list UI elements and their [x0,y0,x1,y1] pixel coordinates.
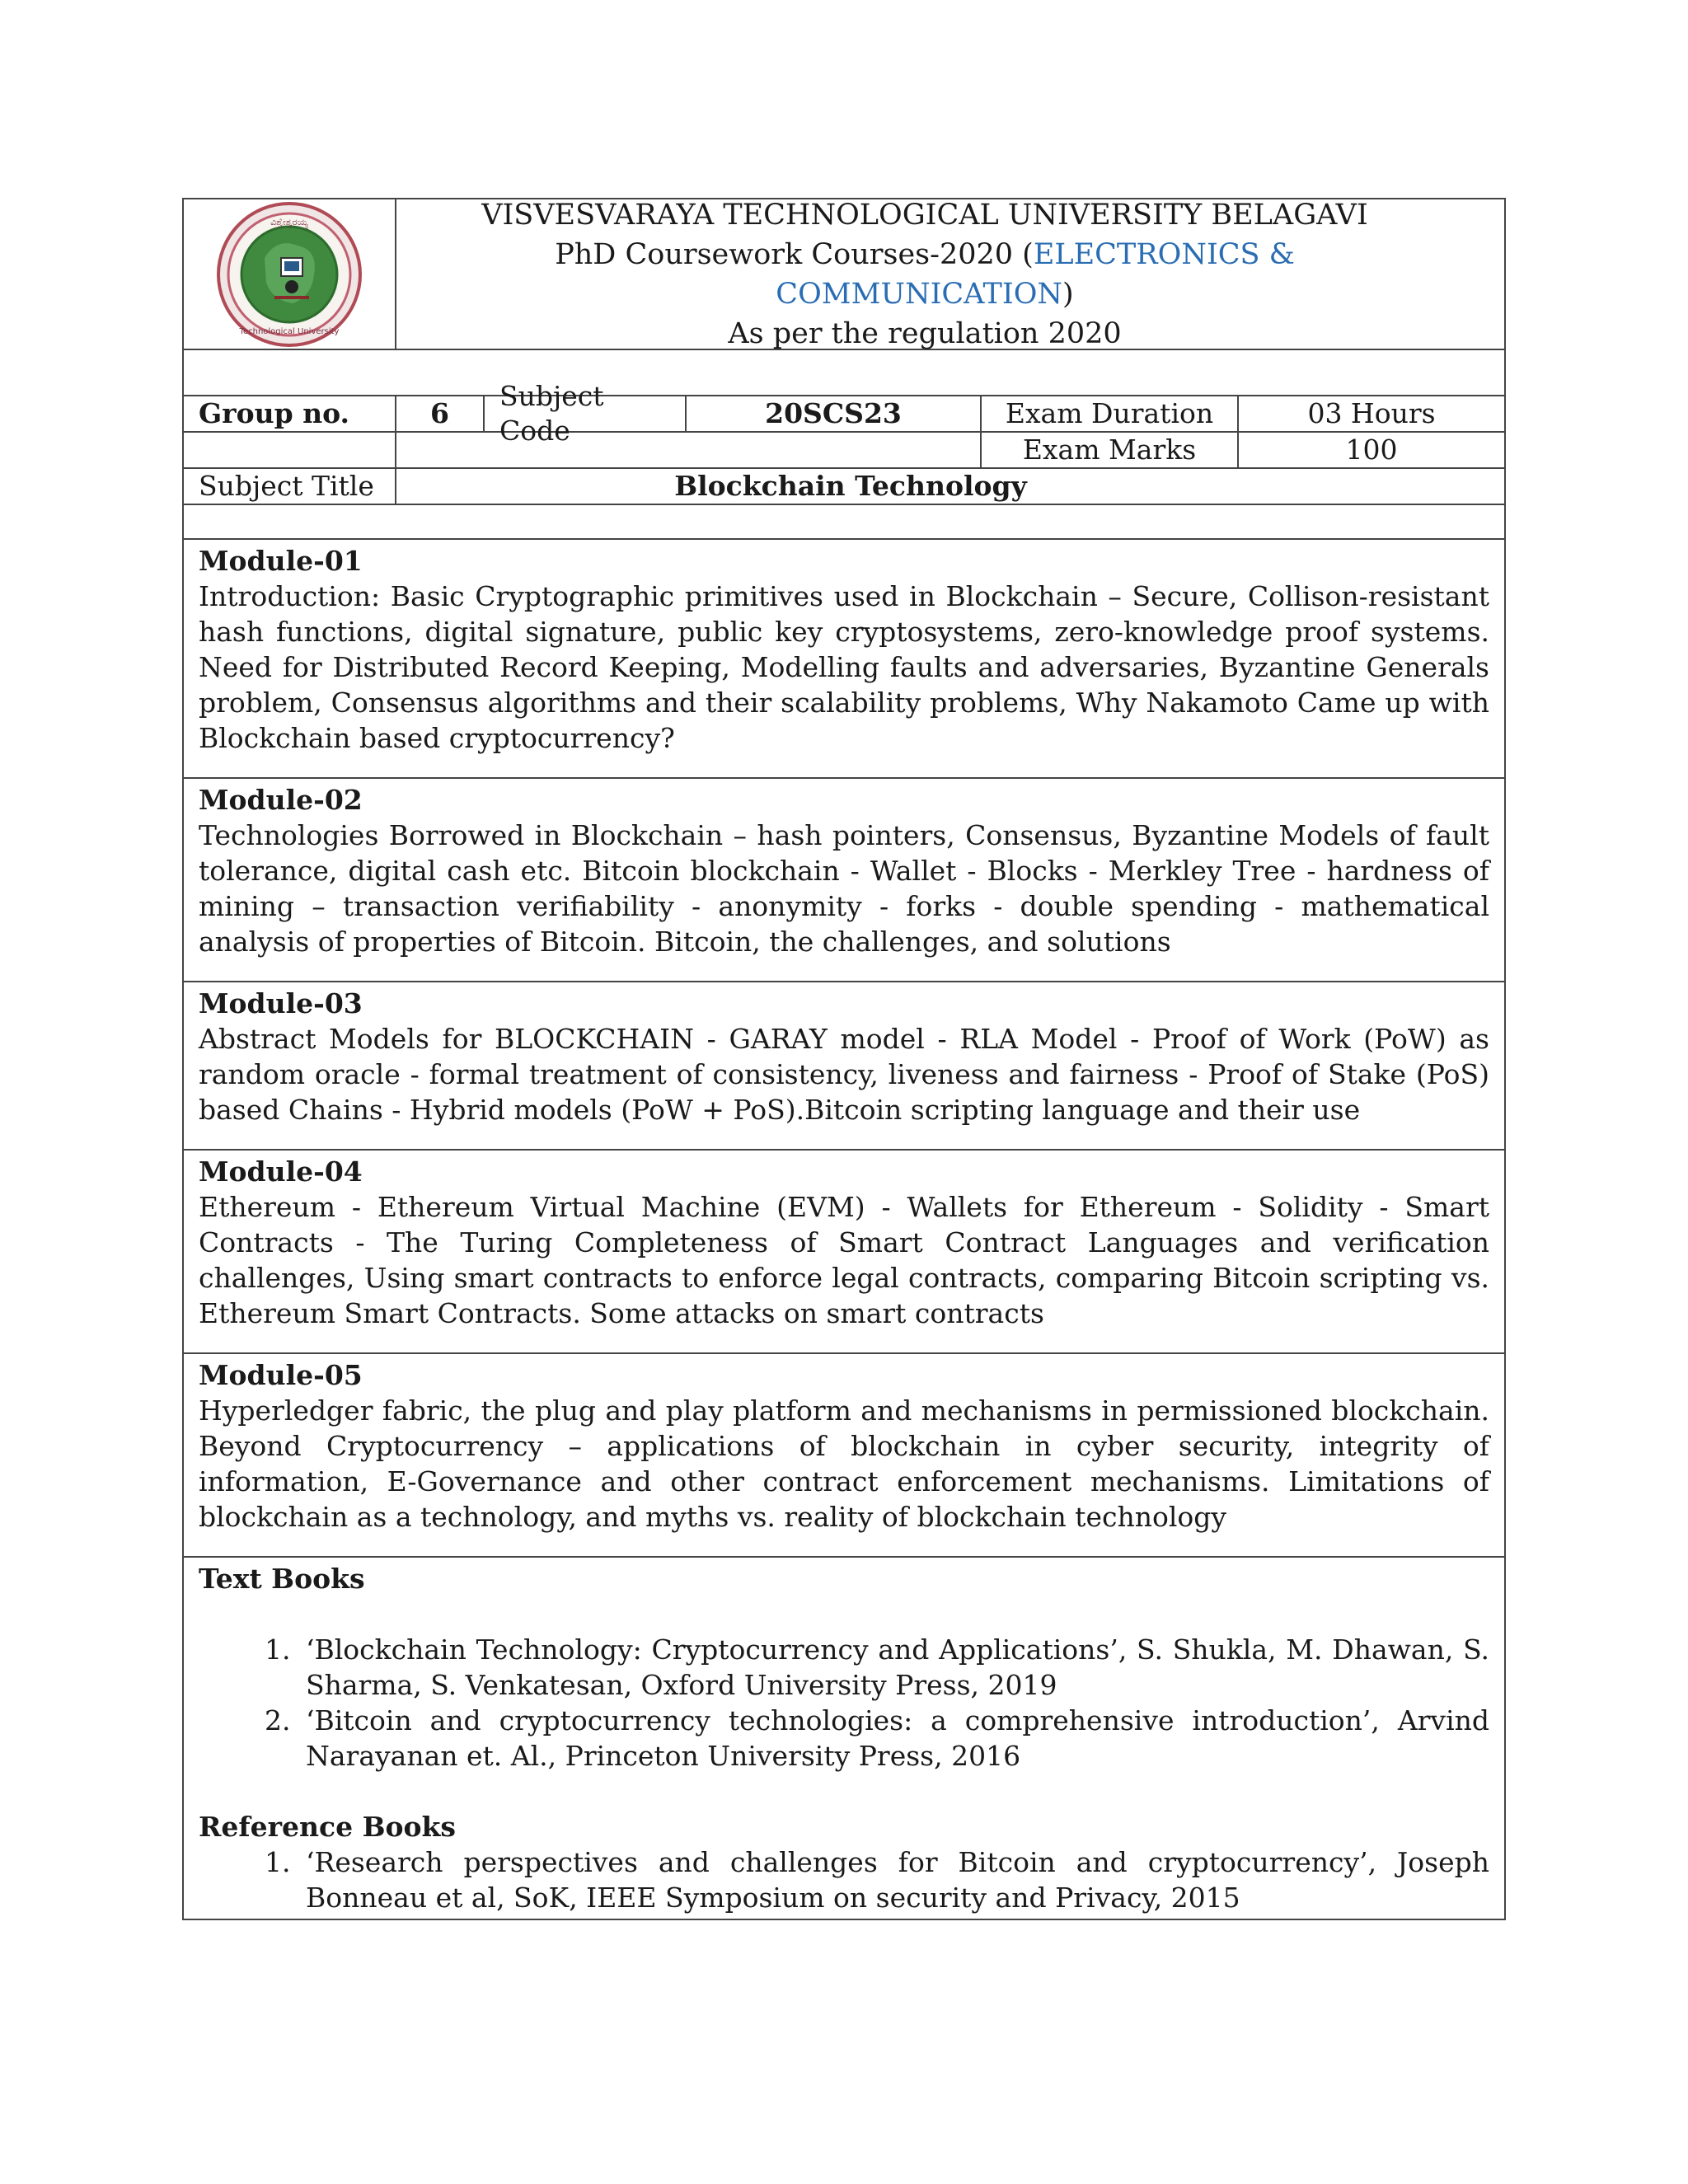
text-books-list [199,1632,1489,1774]
text-books-title: Text Books [199,1563,365,1595]
university-name: VISVESVARAYA TECHNOLOGICAL UNIVERSITY BELAGAVI [481,198,1368,232]
module-title: Module-01 [199,545,363,577]
module-row [184,1354,1504,1558]
module-title: Module-03 [199,987,363,1019]
module-row [184,540,1504,779]
department-name: ELECTRONICS & COMMUNICATION [776,237,1295,311]
reference-books-title: Reference Books [199,1811,456,1843]
exam-marks-label: Exam Marks [982,433,1239,467]
subject-title-label: Subject Title [184,469,396,504]
svg-text:Technological University: Technological University [239,326,340,336]
regulation-line: As per the regulation 2020 [728,316,1122,350]
module-title: Module-05 [199,1359,363,1391]
module-row [184,779,1504,982]
module-title: Module-02 [199,784,363,816]
group-label: Group no. [184,396,396,431]
list-item: 2. ‘Bitcoin and cryptocurrency technologies: a comprehensive introduction’, Arvind Narayanan et. Al., Princeton University Press, 2016 [299,1703,1489,1774]
details-row-1 [184,380,1504,447]
subject-title-row [184,469,1504,505]
module-text: Abstract Models for BLOCKCHAIN - GARAY model - RLA Model - Proof of Work (PoW) as random oracle - formal treatment of consistency, liveness and fairness - Proof of Stake (PoS) based Chains - Hybrid models (PoW + PoS).Bitcoin scripting language and their use [199,1023,1489,1126]
empty-cell [184,433,396,467]
exam-duration-label: Exam Duration [982,396,1239,431]
module-title: Module-04 [199,1155,363,1188]
subject-code-value: 20SCS23 [687,396,982,431]
group-value: 6 [396,396,485,431]
module-text: Introduction: Basic Cryptographic primitives used in Blockchain – Secure, Collison-resistant hash functions, digital signature, public key cryptosystems, zero-knowledge proof systems. Need for Distributed Record Keeping, Modelling faults and adversaries, Byzantine Generals problem, Consensus algorithms and their scalability problems, Why Nakamoto Came up with Blockchain based cryptocurrency? [199,580,1489,754]
module-row [184,982,1504,1151]
module-text: Technologies Borrowed in Blockchain – hash pointers, Consensus, Byzantine Models of fault tolerance, digital cash etc. Bitcoin blockchain - Wallet - Blocks - Merkley Tree - hardness of mining – transaction verifiability - anonymity - forks - double spending - mathematical analysis of properties of Bitcoin. Bitcoin, the challenges, and solutions [199,819,1489,958]
coursework-line: PhD Coursework Courses-2020 (ELECTRONICS & COMMUNICATION) [555,237,1295,311]
university-seal-icon [215,200,363,349]
list-item: 1. ‘Research perspectives and challenges for Bitcoin and cryptocurrency’, Joseph Bonneau et al, SoK, IEEE Symposium on security and Privacy, 2015 [299,1844,1489,1915]
module-text: Ethereum - Ethereum Virtual Machine (EVM) - Wallets for Ethereum - Solidity - Smart Contracts - The Turing Completeness of Smart Contract Languages and verification challenges, Using smart contracts to enforce legal contracts, comparing Bitcoin scripting vs. Ethereum Smart Contracts. Some attacks on smart contracts [199,1191,1489,1329]
header-row [184,199,1504,350]
header-title [396,199,1504,349]
subject-code-label: Subject Code [485,396,687,431]
syllabus-table [182,198,1506,1920]
svg-text:ವಿಶ್ವೇಶ್ವರಯ್ಯ: ವಿಶ್ವೇಶ್ವರಯ್ಯ [270,216,308,227]
university-logo [184,199,396,349]
reference-books-list [199,1844,1489,1915]
module-text: Hyperledger fabric, the plug and play platform and mechanisms in permissioned blockchain. Beyond Cryptocurrency – applications of blockchain in cyber security, integrity of information, E-Governance and other contract enforcement mechanisms. Limitations of blockchain as a technology, and myths vs. reality of blockchain technology [199,1394,1489,1533]
blank-row [184,350,1504,396]
details-row-2 [184,433,1504,469]
list-item: 1. ‘Blockchain Technology: Cryptocurrency and Applications’, S. Shukla, M. Dhawan, S. Sharma, S. Venkatesan, Oxford University Press, 2019 [299,1632,1489,1703]
empty-cell [396,433,982,467]
module-row [184,1151,1504,1354]
exam-duration-value: 03 Hours [1307,397,1436,429]
subject-title-value: Blockchain Technology [674,470,1027,502]
blank-row [184,505,1504,540]
books-row [184,1558,1504,1919]
exam-marks-value: 100 [1345,434,1398,466]
